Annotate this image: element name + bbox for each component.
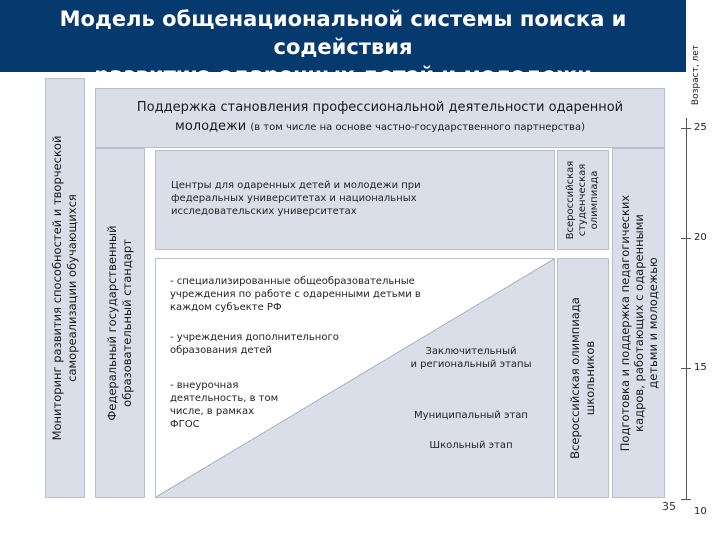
training-line-3: детьми и молодежью (645, 257, 660, 389)
age-tick-15 (681, 368, 691, 369)
student-olympiad-line-2: студенческая (577, 163, 588, 237)
final-line-2: и региональный этапы (410, 359, 532, 370)
centers-box (155, 150, 555, 250)
stages-box (155, 258, 555, 498)
teacher-training-label (618, 195, 660, 451)
page-title (0, 0, 686, 89)
dop-line-1: - учреждения дополнительного (170, 332, 339, 343)
final-regional-stage (396, 345, 546, 371)
support-line-2: молодежи (175, 119, 247, 134)
monitoring-label (50, 136, 80, 441)
support-line-1: Поддержка становления профессиональной деятельности одаренной (136, 100, 624, 115)
slide-number: 35 (662, 500, 676, 513)
age-axis-label: Возраст, лет (691, 44, 701, 106)
age-tick-10 (681, 499, 691, 500)
training-line-2: кадров, работающих с одаренными (631, 214, 646, 432)
final-line-1: Заключительный (425, 346, 517, 357)
student-olympiad-line-3: олимпиада (589, 170, 600, 230)
support-note: (в том числе на основе частно-государственного партнерства) (250, 122, 585, 133)
age-tick-20 (681, 238, 691, 239)
spec-line-3: каждом субъекте РФ (170, 302, 282, 313)
age-label-15: 15 (694, 362, 707, 373)
centers-line-1: Центры для одаренных детей и молодежи при (171, 180, 421, 191)
teacher-training-column (612, 148, 665, 498)
age-axis-line (686, 118, 687, 500)
spec-institutions-text (170, 275, 490, 314)
student-olympiad-column (557, 150, 609, 250)
title-line-1: Модель общенациональной системы поиска и содействия (59, 7, 627, 59)
school-olympiad-line-2: школьников (583, 340, 597, 416)
spec-line-2: учреждения по работе с одаренными детьми в (170, 289, 421, 300)
municipal-stage: Муниципальный этап (414, 410, 528, 421)
vne-line-3: числе, в рамках (170, 406, 254, 417)
support-banner (95, 88, 665, 148)
school-olympiad-line-1: Всероссийская олимпиада (568, 297, 582, 459)
title-line-2: развитию одаренных детей и молодежи (94, 63, 592, 87)
age-tick-25 (681, 128, 691, 129)
centers-line-3: исследовательских университетах (171, 206, 357, 217)
monitoring-column (45, 78, 85, 498)
age-label-10: 10 (694, 506, 707, 517)
school-olympiad-column (557, 258, 609, 498)
extracurricular-text (170, 379, 300, 431)
vne-line-1: - внеурочная (170, 380, 239, 391)
school-olympiad-label (568, 297, 598, 459)
spec-line-1: - специализированные общеобразовательные (170, 276, 415, 287)
fgos-label (105, 225, 135, 420)
student-olympiad-label (565, 161, 601, 240)
student-olympiad-line-1: Всероссийская (565, 160, 576, 240)
fgos-line-1: Федеральный государственный (105, 225, 119, 421)
centers-line-2: федеральных университетах и национальных (171, 193, 417, 204)
age-label-25: 25 (694, 122, 707, 133)
age-label-20: 20 (694, 232, 707, 243)
dop-line-2: образования детей (170, 345, 272, 356)
training-line-1: Подготовка и поддержка педагогических (617, 194, 632, 452)
centers-text (171, 179, 541, 218)
vne-line-2: деятельность, в том (170, 393, 279, 404)
fgos-line-2: образовательный стандарт (120, 239, 134, 407)
additional-education-text (170, 331, 380, 357)
school-stage: Школьный этап (429, 440, 513, 451)
monitoring-line-1: Мониторинг развития способностей и творческой (50, 135, 64, 441)
fgos-column (95, 148, 145, 498)
vne-line-4: ФГОС (170, 419, 200, 430)
age-axis-label-box (686, 38, 706, 112)
monitoring-line-2: самореализации обучающихся (65, 194, 79, 382)
